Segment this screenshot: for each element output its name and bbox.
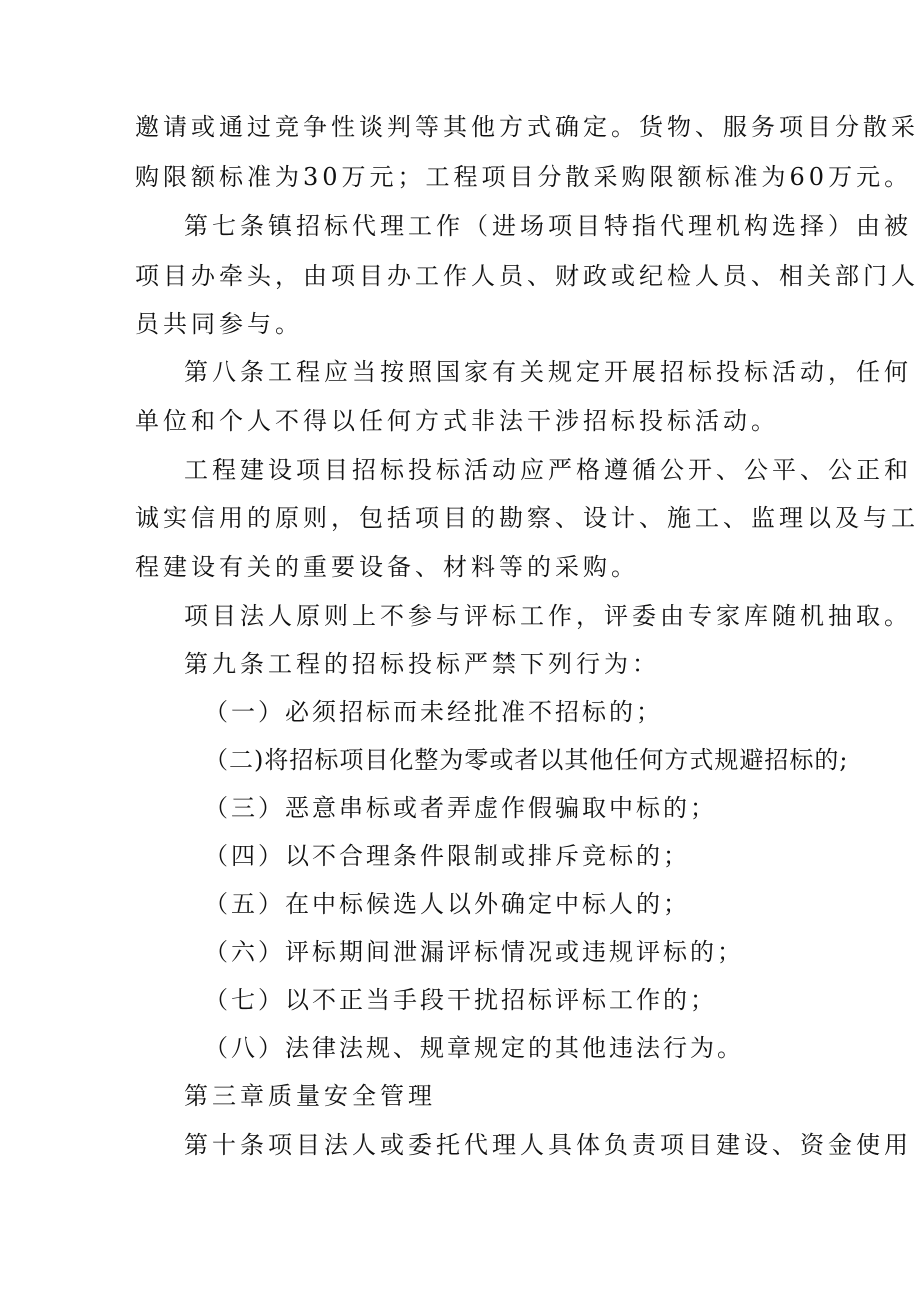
list-item-1: （一）必须招标而未经批准不招标的；	[204, 698, 663, 726]
text-line: 单位和个人不得以任何方式非法干涉招标投标活动。	[135, 407, 779, 435]
list-item-4: （四）以不合理条件限制或排斥竞标的；	[204, 842, 690, 870]
paragraph-evaluation: 项目法人原则上不参与评标工作，评委由专家库随机抽取。	[184, 602, 912, 630]
paragraph-article-8: 第八条工程应当按照国家有关规定开展招标投标活动，任何	[184, 358, 912, 386]
text-line: 购限额标准为30万元；工程项目分散采购限额标准为60万元。	[135, 163, 913, 191]
list-item-5: （五）在中标候选人以外确定中标人的；	[204, 890, 690, 918]
list-item-3: （三）恶意串标或者弄虚作假骗取中标的；	[204, 794, 717, 822]
list-item-6: （六）评标期间泄漏评标情况或违规评标的；	[204, 938, 744, 966]
text-line: 员共同参与。	[135, 310, 303, 338]
text-line: 邀请或通过竞争性谈判等其他方式确定。货物、服务项目分散采	[135, 113, 919, 141]
paragraph-bidding-principles: 工程建设项目招标投标活动应严格遵循公开、公平、公正和	[184, 456, 912, 484]
text-line: 项目办牵头，由项目办工作人员、财政或纪检人员、相关部门人	[135, 262, 919, 290]
text-line: 程建设有关的重要设备、材料等的采购。	[135, 553, 639, 581]
paragraph-article-9: 第九条工程的招标投标严禁下列行为：	[184, 650, 660, 678]
paragraph-article-10: 第十条项目法人或委托代理人具体负责项目建设、资金使用	[184, 1131, 912, 1159]
paragraph-article-7: 第七条镇招标代理工作（进场项目特指代理机构选择）由被	[184, 212, 912, 240]
text-line: 诚实信用的原则，包括项目的勘察、设计、施工、监理以及与工	[135, 504, 919, 532]
list-item-2: （二)将招标项目化整为零或者以其他任何方式规避招标的;	[204, 746, 849, 774]
chapter-heading: 第三章质量安全管理	[184, 1082, 436, 1110]
list-item-8: （八）法律法规、规章规定的其他违法行为。	[204, 1034, 744, 1062]
list-item-7: （七）以不正当手段干扰招标评标工作的；	[204, 986, 717, 1014]
